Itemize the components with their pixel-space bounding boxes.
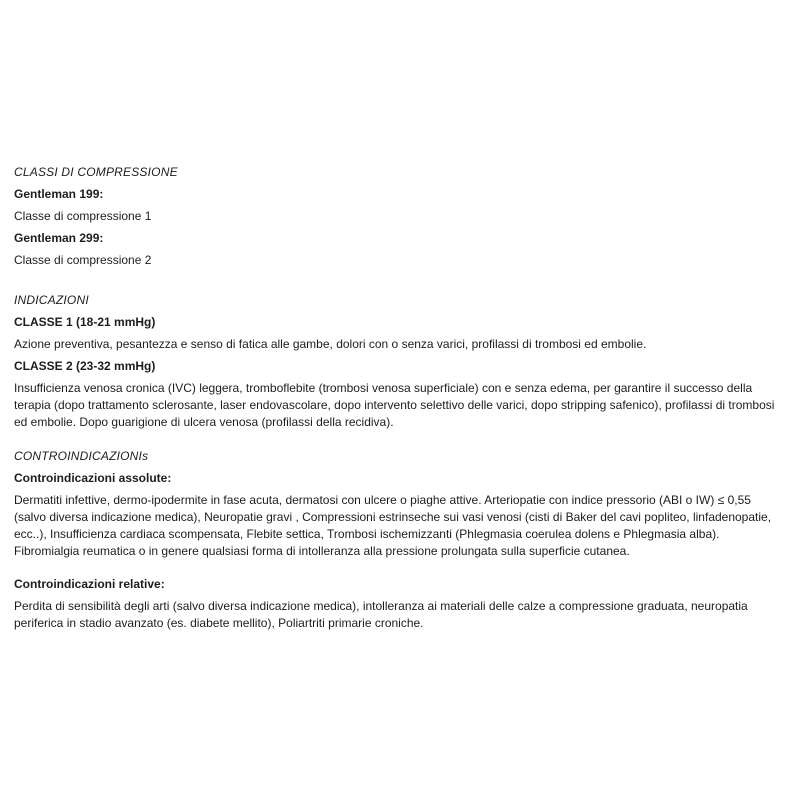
contraindications-absolute-title: Controindicazioni assolute: [14,471,172,485]
contraindications-heading: CONTROINDICAZIONIs [14,449,149,463]
indication-class-title: CLASSE 1 (18-21 mmHg) [14,315,156,329]
contraindications-absolute-description: Dermatiti infettive, dermo-ipodermite in fase acuta, dermatosi con ulcere o piaghe attive. Arteriopatie con indice pressorio (ABI o IW) ≤ 0,55 (salvo diversa indicazione medica), Neuropatie gravi , Compressioni estrinseche sui vasi venosi (cisti di Baker del cavi popliteo, linfadenopatie, ecc..), Insufficienza cardiaca scompensata, Flebite settica, Trombosi ischemizzanti (Phlegmasia coerulea dolens e Phlegmasia alba). Fibromialgia reumatica o in genere qualsiasi forma di intolleranza alla pressione prolungata sulla superficie cutanea. [14,493,772,558]
compression-classes-heading: CLASSI DI COMPRESSIONE [14,165,178,179]
indication-class-title: CLASSE 2 (23-32 mmHg) [14,359,156,373]
compression-class-item-value: Classe di compressione 2 [14,253,152,267]
compression-class-item-label: Gentleman 199: [14,187,104,201]
indications-heading: INDICAZIONI [14,293,89,307]
indication-class-description: Insufficienza venosa cronica (IVC) leggera, tromboflebite (trombosi venosa superficiale) con e senza edema, per garantire il successo della terapia (dopo trattamento sclerosante, laser endovascolare, dopo intervento selettivo delle varici, dopo stripping safenico), profilassi di trombosi ed embolie. Dopo guarigione di ulcera venosa (profilassi della recidiva). [14,381,775,429]
contraindications-relative-title: Controindicazioni relative: [14,577,165,591]
compression-class-item-value: Classe di compressione 1 [14,209,152,223]
indication-class-description: Azione preventiva, pesantezza e senso di fatica alle gambe, dolori con o senza varici, profilassi di trombosi ed embolie. [14,337,647,351]
contraindications-relative-description: Perdita di sensibilità degli arti (salvo diversa indicazione medica), intolleranza ai materiali delle calze a compressione graduata, neuropatia periferica in stadio avanzato (es. diabete mellito), Poliartriti primarie croniche. [14,599,748,630]
compression-class-item-label: Gentleman 299: [14,231,104,245]
